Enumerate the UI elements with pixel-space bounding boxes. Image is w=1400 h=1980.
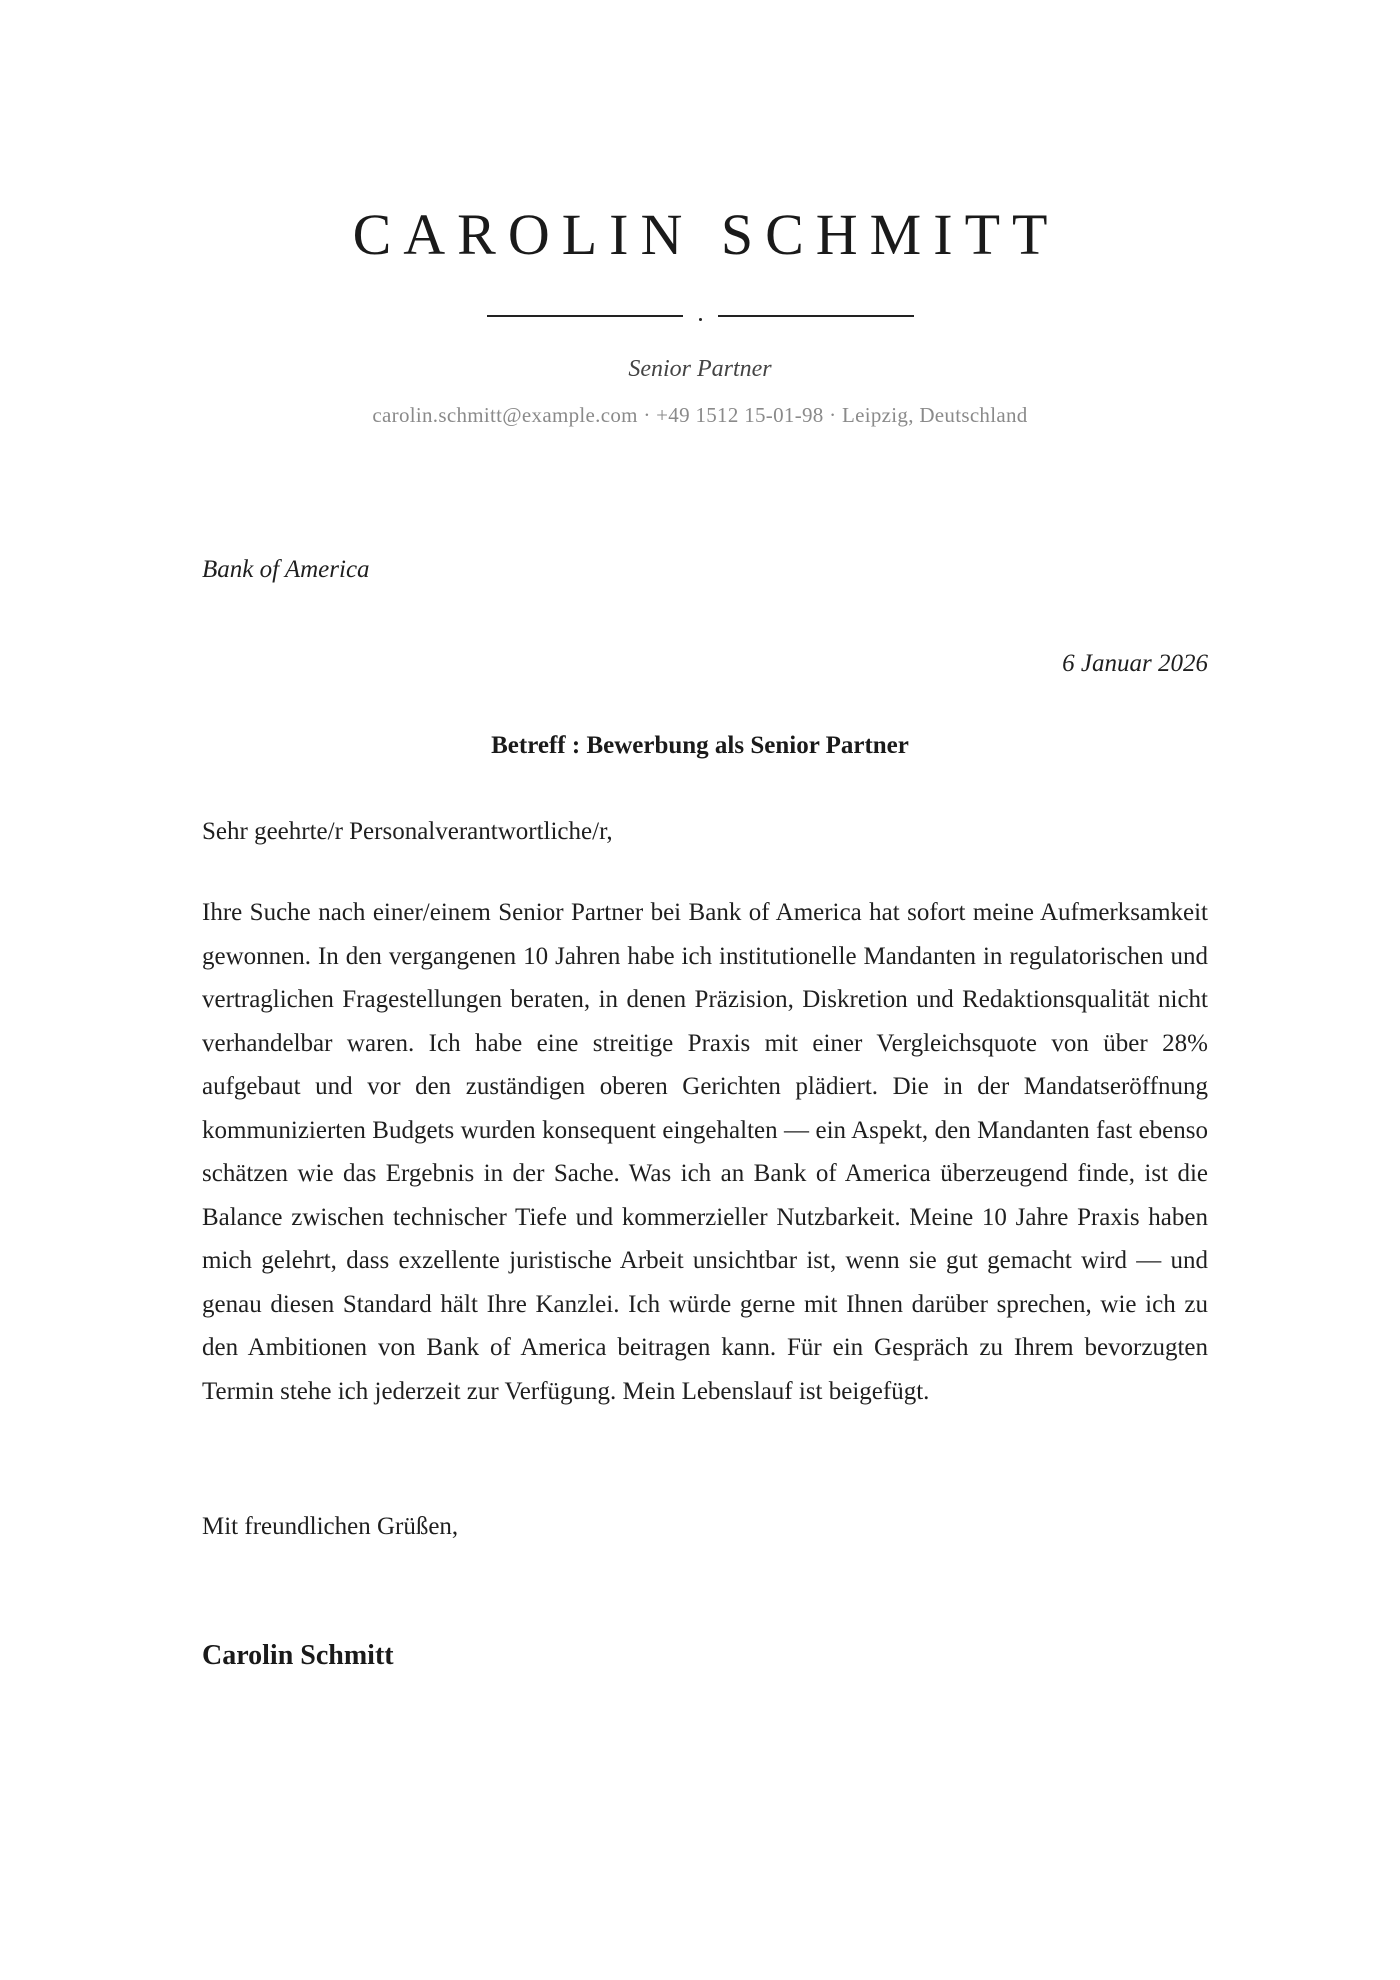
closing: Mit freundlichen Grüßen, — [202, 1513, 459, 1540]
divider-rule-left — [487, 315, 683, 317]
letterhead — [0, 200, 1400, 428]
sender-name: CAROLIN SCHMITT — [352, 202, 1060, 267]
salutation: Sehr geehrte/r Personalverantwortliche/r, — [202, 818, 613, 845]
sender-role: Senior Partner — [628, 355, 772, 382]
signature: Carolin Schmitt — [202, 1640, 394, 1671]
letter-body: Ihre Suche nach einer/einem Senior Partner bei Bank of America hat sofort meine Aufmerksamkeit gewonnen. In den vergangenen 10 Jahren habe ich institutionelle Mandanten in regulatorischen und vertraglichen Fragestellungen beraten, in denen Präzision, Diskretion und Redaktionsqualität nicht verhandelbar waren. Ich habe eine streitige Praxis mit einer Vergleichsquote von über 28% aufgebaut und vor den zuständigen oberen Gerichten plädiert. Die in der Mandatseröffnung kommunizierten Budgets wurden konsequent eingehalten — ein Aspekt, den Mandanten fast ebenso schätzen wie das Ergebnis in der Sache. Was ich an Bank of America überzeugend finde, ist die Balance zwischen technischer Tiefe und kommerzieller Nutzbarkeit. Meine 10 Jahre Praxis haben mich gelehrt, dass exzellente juristische Arbeit unsichtbar ist, wenn sie gut gemacht wird — und genau diesen Standard hält Ihre Kanzlei. Ich würde gerne mit Ihnen darüber sprechen, wie ich zu den Ambitionen von Bank of America beitragen kann. Für ein Gespräch zu Ihrem bevorzugten Termin stehe ich jederzeit zur Verfügung. Mein Lebenslauf ist beigefügt. — [202, 899, 1208, 1405]
subject-line: Betreff : Bewerbung als Senior Partner — [491, 732, 909, 759]
sender-contact: carolin.schmitt@example.com · +49 1512 15-01-98 · Leipzig, Deutschland — [372, 402, 1028, 427]
divider-dot — [699, 318, 702, 321]
ornament-divider — [0, 310, 1400, 322]
divider-rule-right — [718, 315, 914, 317]
letter-date: 6 Januar 2026 — [1062, 650, 1208, 677]
recipient: Bank of America — [202, 556, 370, 583]
